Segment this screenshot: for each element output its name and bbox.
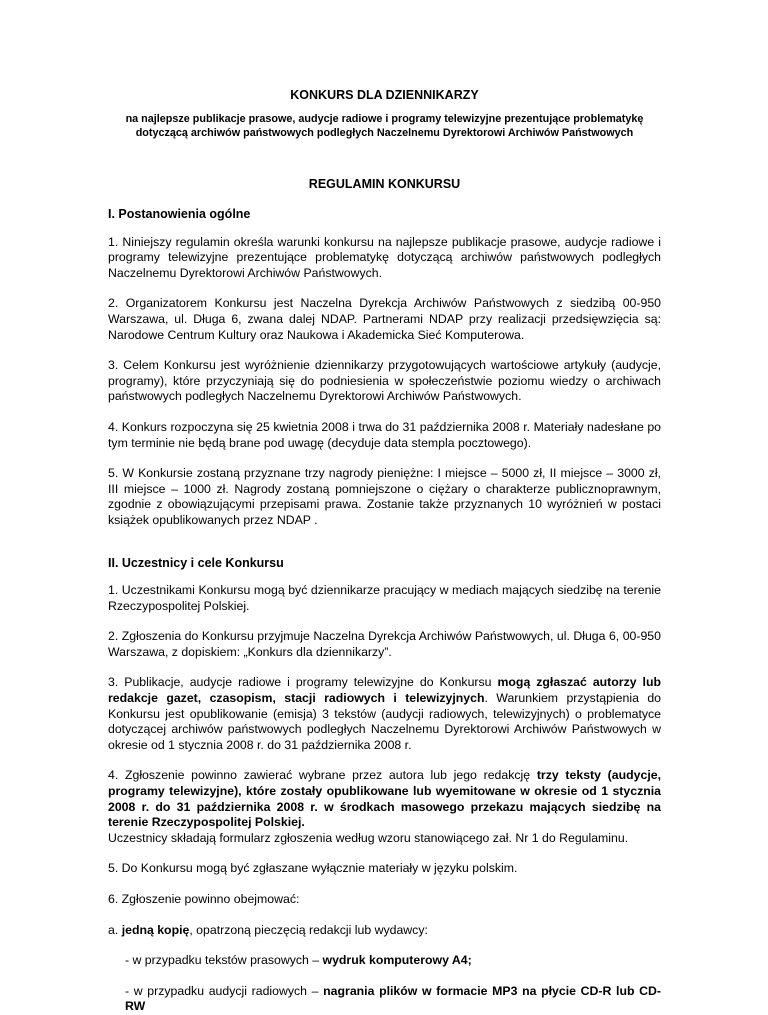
- section-2-paragraph-3: [108, 675, 661, 753]
- section-2-paragraph-6: 6. Zgłoszenie powinno obejmować:: [108, 892, 300, 906]
- regulations-title: REGULAMIN KONKURSU: [308, 177, 461, 191]
- bullet-radio: [108, 984, 661, 1015]
- paragraph-3-bold: mogą zgłaszać autorzy lub redakcje gazet, czasopism, stacji radiowych i telewizyjnych: [108, 675, 661, 706]
- section-1-paragraph-5: 5. W Konkursie zostaną przyznane trzy nagrody pieniężne: I miejsce – 5000 zł, II miejsce – 3000 zł, III miejsce – 1000 zł. Nagrody zostaną pomniejszone o ciężary o charakterze publicznoprawnym, zgodnie z obowiązującymi przepisami prawa. Zostanie także przyznanych 10 wyróżnień w postaci książek opublikowanych przez NDAP .: [108, 466, 661, 527]
- bullet-radio-text: - w przypadku audycji radiowych –: [125, 983, 324, 998]
- section-2-paragraph-4-note: Uczestnicy składają formularz zgłoszenia według wzoru stanowiącego zał. Nr 1 do Regulaminu.: [108, 830, 629, 845]
- subtitle-line-2: dotyczącą archiwów państwowych podległych Naczelnemu Dyrektorowi Archiwów Państwowych: [135, 126, 634, 139]
- list-item-a: [108, 923, 661, 939]
- bullet-press-bold: wydruk komputerowy A4;: [322, 953, 472, 968]
- bullet-radio-bold: nagrania plików w formacie MP3 na płycie CD-R lub CD-RW: [125, 983, 661, 1014]
- item-a-bold: jedną kopię: [121, 922, 190, 937]
- section-2-paragraph-2: 2. Zgłoszenia do Konkursu przyjmuje Naczelna Dyrekcja Archiwów Państwowych, ul. Długa 6, 00-950 Warszawa, z dopiskiem: „Konkurs dla dziennikarzy”.: [108, 629, 661, 659]
- paragraph-3-text-c: . Warunkiem przystąpienia do Konkursu jest opublikowanie (emisja) 3 tekstów (audycji radiowych, telewizyjnych) o problematyce dotyczącej archiwów państwowych podległych Naczelnemu Dyrektorowi Archiwów Państwowych w okresie od 1 stycznia 2008 r. do 31 października 2008 r.: [108, 691, 661, 752]
- subtitle-line-1: na najlepsze publikacje prasowe, audycje radiowe i programy telewizyjne prezentujące problematykę: [125, 113, 644, 125]
- paragraph-4-bold: trzy teksty (audycje, programy telewizyjne), które zostały opublikowane lub wyemitowane w okresie od 1 stycznia 2008 r. do 31 października 2008 r. w środkach masowego przekazu mających siedzibę na terenie Rzeczypospolitej Polskiej.: [108, 768, 661, 830]
- item-a-suffix: , opatrzoną pieczęcią redakcji lub wydawcy:: [189, 922, 428, 937]
- paragraph-4-text-a: 4. Zgłoszenie powinno zawierać wybrane przez autora lub jego redakcję: [108, 768, 537, 783]
- document-title: KONKURS DLA DZIENNIKARZY: [290, 88, 479, 102]
- section-1-paragraph-3: 3. Celem Konkursu jest wyróżnienie dziennikarzy przygotowujących wartościowe artykuły (audycje, programy), które przyczyniają się do podniesienia w społeczeństwie poziomu wiedzy o archiwach państwowych podległych Naczelnemu Dyrektorowi Archiwów Państwowych.: [108, 358, 661, 404]
- document-subtitle: [108, 113, 661, 140]
- section-2-paragraph-4: [108, 768, 661, 830]
- section-2-paragraph-1: 1. Uczestnikami Konkursu mogą być dziennikarze pracujący w mediach mających siedzibę na terenie Rzeczypospolitej Polskiej.: [108, 583, 661, 613]
- item-a-prefix: a.: [108, 922, 122, 937]
- section-2-heading: II. Uczestnicy i cele Konkursu: [108, 555, 284, 570]
- document-body: [108, 207, 661, 1015]
- bullet-press-text: - w przypadku tekstów prasowych –: [125, 953, 323, 968]
- bullet-press: [108, 953, 661, 969]
- section-1-paragraph-2: 2. Organizatorem Konkursu jest Naczelna Dyrekcja Archiwów Państwowych z siedzibą 00-950 Warszawa, ul. Długa 6, zwana dalej NDAP. Partnerami NDAP przy realizacji przedsięwzięcia są: Narodowe Centrum Kultury oraz Naukowa i Akademicka Sieć Komputerowa.: [108, 296, 661, 342]
- section-1-heading: I. Postanowienia ogólne: [108, 207, 251, 221]
- section-1-paragraph-4: 4. Konkurs rozpoczyna się 25 kwietnia 2008 i trwa do 31 października 2008 r. Materiały nadesłane po tym terminie nie będą brane pod uwagę (decyduje data stempla pocztowego).: [108, 419, 661, 450]
- section-2-paragraph-5: 5. Do Konkursu mogą być zgłaszane wyłącznie materiały w języku polskim.: [108, 861, 518, 876]
- paragraph-3-text-a: 3. Publikacje, audycje radiowe i programy telewizyjne do Konkursu: [108, 675, 498, 690]
- section-1-paragraph-1: 1. Niniejszy regulamin określa warunki konkursu na najlepsze publikacje prasowe, audycje radiowe i programy telewizyjne prezentujące problematykę dotyczącą archiwów państwowych podległych Naczelnemu Dyrektorowi Archiwów Państwowych.: [108, 234, 661, 280]
